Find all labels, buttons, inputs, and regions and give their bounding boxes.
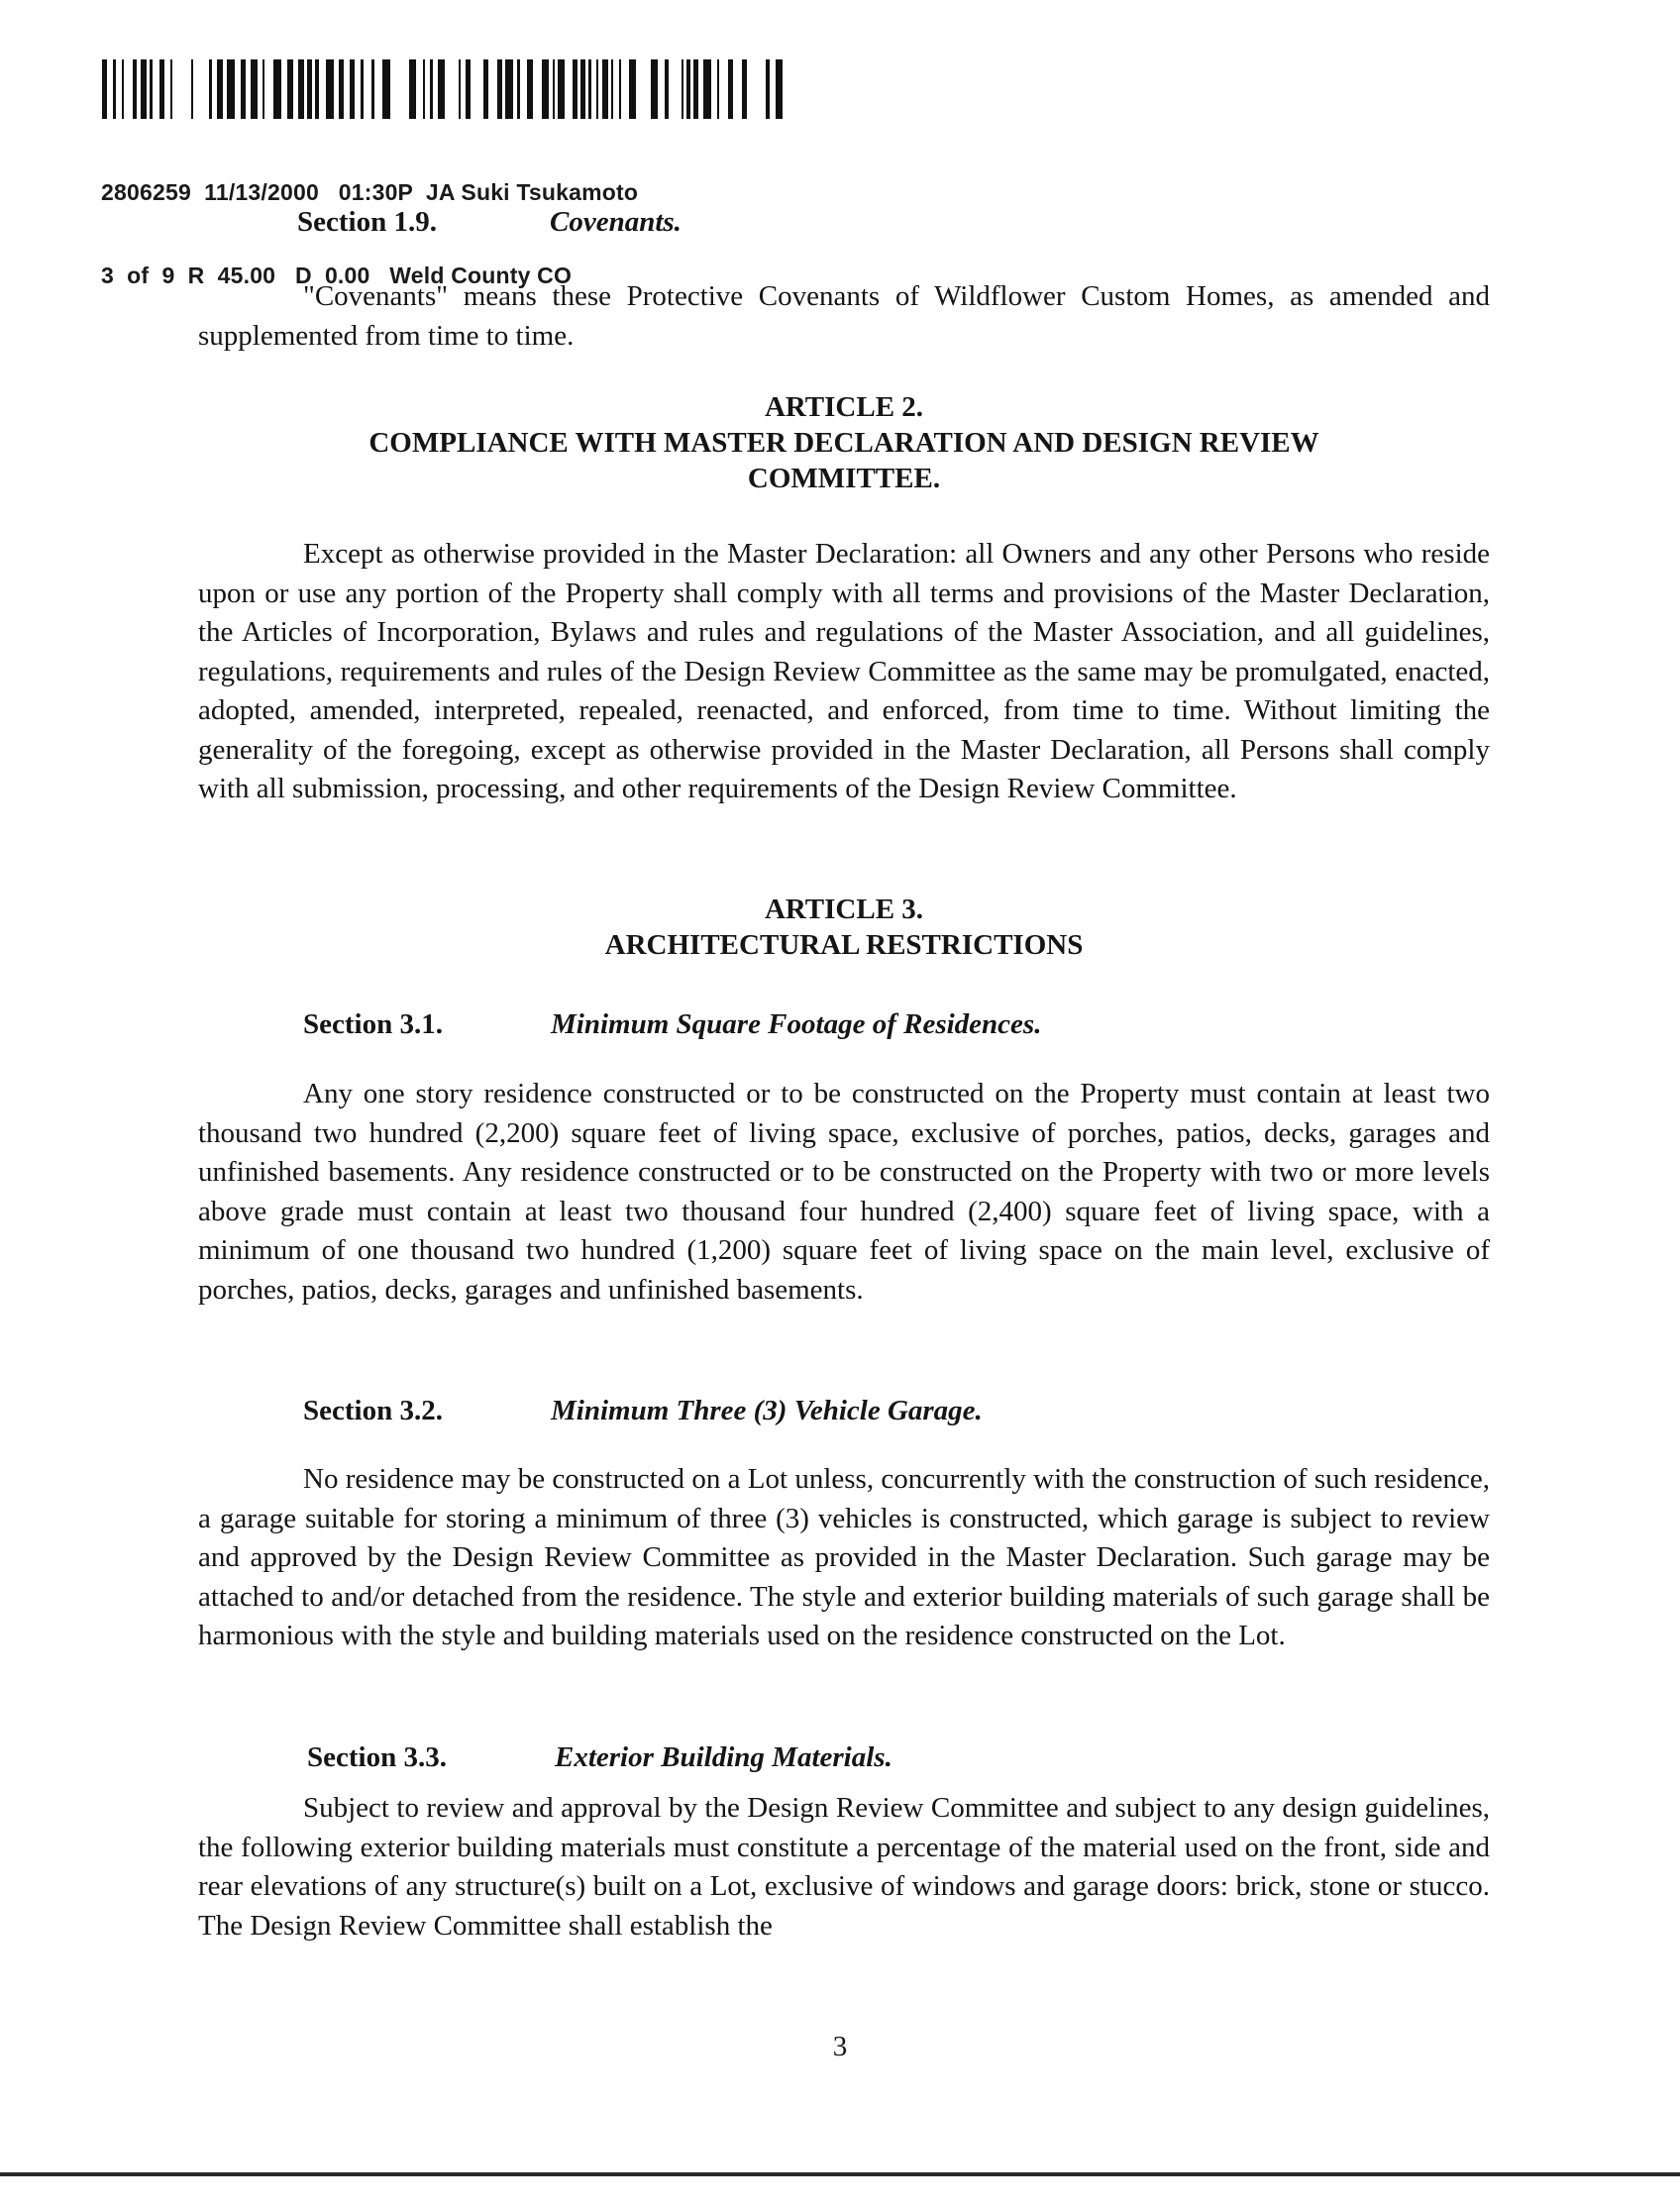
recording-line-2: 3 of 9 R 45.00 D 0.00 Weld County CO: [101, 263, 573, 288]
section-number: Section 1.9.: [297, 206, 437, 238]
section-number: Section 3.3.: [307, 1741, 447, 1773]
section-body: Subject to review and approval by the Design Review Committee and subject to any design guidelines, the following exterior building materials must constitute a percentage of the material used on the front, side and rear elevations of any structure(s) built on a Lot, exclusive of windows and garage doors: brick, stone or stucco. The Design Review Committee shall establish the: [198, 1792, 1490, 1942]
section-title: Minimum Square Footage of Residences.: [551, 1008, 1042, 1040]
section-body: No residence may be constructed on a Lot unless, concurrently with the construction of such residence, a garage suitable for storing a minimum of three (3) vehicles is constructed, which garage is subject to review and approved by the Design Review Committee as provided in the Master Declaration. Such garage may be attached to and/or detached from the residence. The style and exterior building materials of such garage shall be harmonious with the style and building materials used on the residence constructed on the Lot.: [198, 1463, 1490, 1651]
section-body: Any one story residence constructed or to be constructed on the Property must contain at least two thousand two hundred (2,200) square feet of living space, exclusive of porches, patios, decks, garages and unfinished basements. Any residence constructed or to be constructed on the Property with two or more levels above grade must contain at least two thousand four hundred (2,400) square feet of living space, with a minimum of one thousand two hundred (1,200) square feet of living space on the main level, exclusive of porches, patios, decks, garages and unfinished basements.: [198, 1078, 1490, 1306]
page-number: 3: [832, 2031, 848, 2062]
barcode: [102, 59, 788, 119]
article-title: ARCHITECTURAL RESTRICTIONS: [604, 929, 1084, 961]
section-title: Exterior Building Materials.: [555, 1741, 892, 1773]
section-number: Section 3.1.: [303, 1008, 443, 1040]
article-2-heading: [198, 389, 1490, 496]
footer-rule: [0, 2172, 1680, 2176]
section-number: Section 3.2.: [303, 1395, 443, 1426]
article-label: ARTICLE 3.: [764, 894, 924, 925]
article-title: COMPLIANCE WITH MASTER DECLARATION AND DESIGN REVIEW COMMITTEE.: [368, 427, 1319, 494]
article-2-body: Except as otherwise provided in the Master Declaration: all Owners and any other Persons who reside upon or use any portion of the Property shall comply with all terms and provisions of the Master Declaration, the Articles of Incorporation, Bylaws and rules and regulations of the Master Association, and all guidelines, regulations, requirements and rules of the Design Review Committee as the same may be promulgated, enacted, adopted, amended, interpreted, repealed, reenacted, and enforced, from time to time. Without limiting the generality of the foregoing, except as otherwise provided in the Master Declaration, all Persons shall comply with all submission, processing, and other requirements of the Design Review Committee.: [198, 538, 1490, 804]
article-label: ARTICLE 2.: [764, 391, 924, 423]
article-3-heading: [198, 892, 1490, 963]
section-title: Covenants.: [550, 206, 682, 238]
section-body: "Covenants" means these Protective Covenants of Wildflower Custom Homes, as amended and supplemented from time to time.: [198, 280, 1490, 352]
section-title: Minimum Three (3) Vehicle Garage.: [551, 1395, 983, 1426]
recording-line-1: 2806259 11/13/2000 01:30P JA Suki Tsukamoto: [101, 179, 639, 205]
